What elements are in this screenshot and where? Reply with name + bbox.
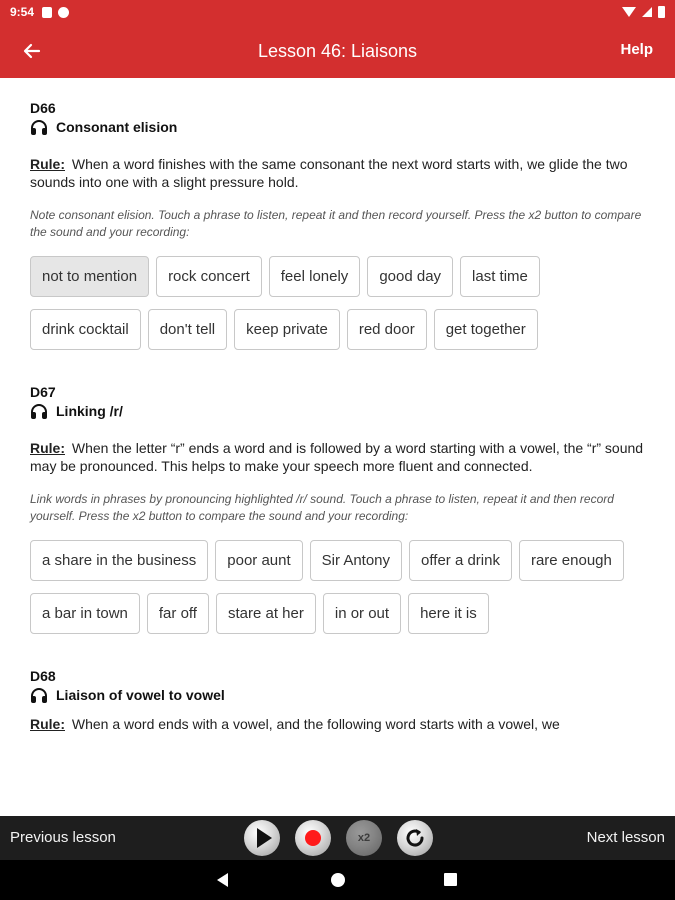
phrase-chip[interactable]: rock concert <box>156 256 262 297</box>
rule-label: Rule: <box>30 156 65 172</box>
section-title: Linking /r/ <box>56 403 123 419</box>
rule-text <box>30 715 645 733</box>
back-button[interactable] <box>18 37 46 65</box>
notification-icon <box>42 7 52 18</box>
rule-text <box>30 155 645 191</box>
bottom-toolbar <box>0 816 675 860</box>
phrase-chip[interactable]: keep private <box>234 309 340 350</box>
nav-recent-apps-icon[interactable] <box>444 873 457 886</box>
headphones-icon[interactable] <box>30 403 48 419</box>
arrow-left-icon <box>23 42 41 60</box>
playback-controls <box>244 820 433 856</box>
record-button[interactable] <box>295 820 331 856</box>
battery-icon <box>658 6 665 18</box>
x2-label: x2 <box>357 832 371 844</box>
section-title-row[interactable] <box>30 403 645 419</box>
section-d66 <box>30 100 645 350</box>
section-code: D67 <box>30 384 56 400</box>
phrase-chip[interactable]: stare at her <box>216 593 316 634</box>
instruction-note: Note consonant elision. Touch a phrase to listen, repeat it and then record yourself. Press the x2 button to compare the sound and your recording: <box>30 208 642 239</box>
phrase-chip[interactable]: not to mention <box>30 256 149 297</box>
phrase-chip[interactable]: last time <box>460 256 540 297</box>
rule-body: When a word finishes with the same consonant the next word starts with, we glide the two sounds into one with a slight pressure hold. <box>30 156 628 190</box>
help-button[interactable]: Help <box>620 41 653 58</box>
app-bar <box>0 24 675 78</box>
phrase-chip[interactable]: Sir Antony <box>310 540 402 581</box>
phrase-chip[interactable]: rare enough <box>519 540 624 581</box>
phrase-chip[interactable]: get together <box>434 309 538 350</box>
rule-label: Rule: <box>30 716 65 732</box>
phrase-chip[interactable]: far off <box>147 593 209 634</box>
phrase-chip[interactable]: drink cocktail <box>30 309 141 350</box>
signal-icon <box>642 7 652 17</box>
instruction-note: Link words in phrases by pronouncing highlighted /r/ sound. Touch a phrase to listen, repeat it and then record yourself. Press the x2 button to compare the sound and your recording: <box>30 492 614 523</box>
phrase-chip[interactable]: here it is <box>408 593 489 634</box>
phrase-chip[interactable]: good day <box>367 256 453 297</box>
app-status-icon <box>58 7 69 18</box>
phrase-chip[interactable]: offer a drink <box>409 540 512 581</box>
previous-lesson-button[interactable]: Previous lesson <box>10 829 116 846</box>
section-title-row[interactable] <box>30 119 645 135</box>
rule-label: Rule: <box>30 440 65 456</box>
phrase-list <box>30 256 645 350</box>
status-time: 9:54 <box>10 5 35 19</box>
phrase-chip[interactable]: in or out <box>323 593 401 634</box>
wifi-icon <box>622 7 636 17</box>
rule-body: When a word ends with a vowel, and the following word starts with a vowel, we <box>71 716 560 732</box>
next-lesson-button[interactable]: Next lesson <box>586 829 665 846</box>
section-title-row[interactable] <box>30 687 645 703</box>
phrase-chip[interactable]: red door <box>347 309 427 350</box>
headphones-icon[interactable] <box>30 687 48 703</box>
section-title: Liaison of vowel to vowel <box>56 687 225 703</box>
nav-home-icon[interactable] <box>331 873 345 887</box>
replay-button[interactable] <box>397 820 433 856</box>
nav-back-icon[interactable] <box>217 873 228 887</box>
record-icon <box>305 830 321 846</box>
replay-icon <box>404 827 426 849</box>
phrase-chip[interactable]: a share in the business <box>30 540 208 581</box>
status-bar <box>0 0 675 24</box>
lesson-content[interactable] <box>0 78 675 816</box>
rule-text <box>30 439 645 475</box>
section-code: D68 <box>30 668 56 684</box>
phrase-chip[interactable]: a bar in town <box>30 593 140 634</box>
section-d67 <box>30 384 645 634</box>
page-title: Lesson 46: Liaisons <box>257 40 418 61</box>
rule-body: When the letter “r” ends a word and is followed by a word starting with a vowel, the “r” sound may be pronounced. This helps to make your speech more fluent and connected. <box>30 440 644 474</box>
phrase-chip[interactable]: feel lonely <box>269 256 361 297</box>
phrase-list <box>30 540 645 634</box>
section-title: Consonant elision <box>56 119 178 135</box>
system-navigation-bar <box>0 860 675 900</box>
section-d68 <box>30 668 645 733</box>
headphones-icon[interactable] <box>30 119 48 135</box>
play-button[interactable] <box>244 820 280 856</box>
play-icon <box>257 828 272 848</box>
phrase-chip[interactable]: poor aunt <box>215 540 302 581</box>
compare-x2-button[interactable] <box>346 820 382 856</box>
phrase-chip[interactable]: don't tell <box>148 309 227 350</box>
section-code: D66 <box>30 100 56 116</box>
